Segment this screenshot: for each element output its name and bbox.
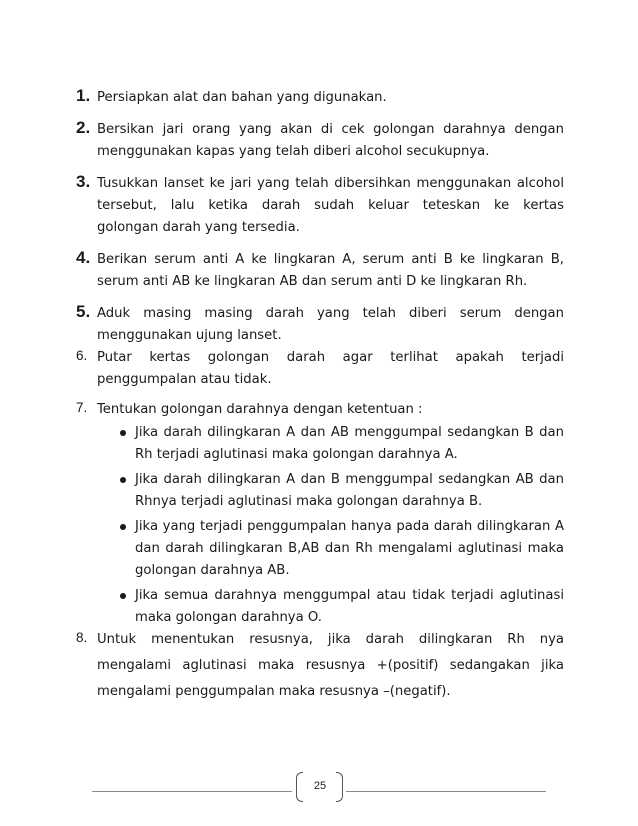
rule-text-line: Rh terjadi aglutinasi maka golongan darahnya A. [135, 447, 458, 462]
step-text-line: Untuk menentukan resusnya, jika darah dilingkaran Rh nya [97, 632, 564, 647]
rule-text-line: Jika darah dilingkaran A dan AB menggumpal sedangkan B dan [135, 425, 564, 440]
bullet-icon [120, 524, 126, 530]
rule-text-line: Rhnya terjadi aglutinasi maka golongan darahnya B. [135, 494, 483, 509]
step-text-line: menggunakan kapas yang telah diberi alcohol secukupnya. [97, 144, 490, 159]
page-number: 25 [313, 780, 327, 792]
rule-text-line: Jika yang terjadi penggumpalan hanya pada darah dilingkaran A [135, 519, 564, 534]
step-number: 3. [76, 172, 91, 191]
step-text-line: Putar kertas golongan darah agar terlihat apakah terjadi [97, 350, 564, 365]
step-text-line: Tentukan golongan darahnya dengan ketentuan : [97, 402, 423, 417]
bullet-icon [120, 593, 126, 599]
page-number-bracket-right [336, 772, 343, 802]
step-text-line: Berikan serum anti A ke lingkaran A, serum anti B ke lingkaran B, [97, 252, 564, 267]
step-text-line: serum anti AB ke lingkaran AB dan serum anti D ke lingkaran Rh. [97, 274, 528, 289]
step-text-line: Persiapkan alat dan bahan yang digunakan. [97, 90, 387, 105]
step-number: 4. [76, 248, 91, 267]
step-text-line: Aduk masing masing darah yang telah diberi serum dengan [97, 306, 564, 321]
step-text-line: penggumpalan atau tidak. [97, 372, 272, 387]
footer-divider-right [346, 791, 546, 792]
step-number: 5. [76, 302, 91, 321]
step-number: 2. [76, 118, 91, 137]
step-text-line: Bersikan jari orang yang akan di cek golongan darahnya dengan [97, 122, 564, 137]
step-text-line: Tusukkan lanset ke jari yang telah dibersihkan menggunakan alcohol [97, 176, 564, 191]
rule-text-line: maka golongan darahnya O. [135, 610, 322, 625]
bullet-icon [120, 477, 126, 483]
step-text-line: menggunakan ujung lanset. [97, 328, 282, 343]
step-number: 8. [76, 630, 88, 645]
rule-text-line: dan darah dilingkaran B,AB dan Rh mengalami aglutinasi maka [135, 541, 564, 556]
bullet-icon [120, 430, 126, 436]
step-text-line: golongan darah yang tersedia. [97, 220, 300, 235]
rule-text-line: Jika semua darahnya menggumpal atau tidak terjadi aglutinasi [135, 588, 564, 603]
step-text-line: mengalami penggumpalan maka resusnya –(negatif). [97, 684, 451, 699]
step-text-line: tersebut, lalu ketika darah sudah keluar teteskan ke kertas [97, 198, 564, 213]
rule-text-line: Jika darah dilingkaran A dan B menggumpal sedangkan AB dan [135, 472, 564, 487]
step-number: 1. [76, 86, 91, 105]
step-number: 6. [76, 348, 88, 363]
rule-text-line: golongan darahnya AB. [135, 563, 290, 578]
footer-divider-left [92, 791, 292, 792]
step-number: 7. [76, 400, 88, 415]
step-text-line: mengalami aglutinasi maka resusnya +(positif) sedangakan jika [97, 658, 564, 673]
